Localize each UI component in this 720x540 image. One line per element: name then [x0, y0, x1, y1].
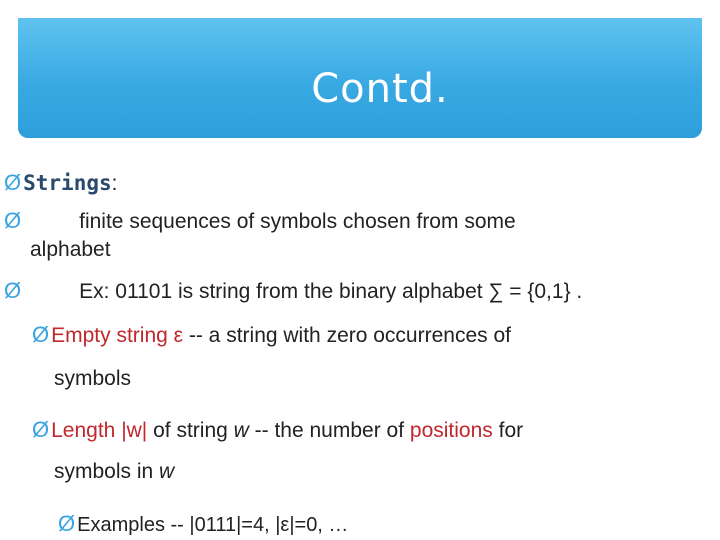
length-mid2: -- the number of: [248, 419, 410, 442]
bullet-empty-string: [32, 322, 511, 348]
arrow-bullet-icon: Ø: [32, 322, 50, 347]
length-w: w: [233, 419, 249, 442]
length-mid: of string: [147, 419, 234, 442]
arrow-bullet-icon: Ø: [4, 170, 22, 195]
examples-text: Examples -- |0111|=4, |ε|=0, …: [77, 514, 349, 536]
empty-string-term: Empty string ε: [51, 324, 184, 347]
empty-string-line2: symbols: [54, 367, 132, 390]
length-line2-text: symbols in: [54, 460, 160, 483]
arrow-bullet-icon: Ø: [32, 417, 50, 442]
length-end: for: [492, 419, 524, 442]
definition-line1: finite sequences of symbols chosen from some: [79, 210, 516, 233]
definition-line2: alphabet: [30, 238, 111, 261]
example-text: Ex: 01101 is string from the binary alphabet ∑ = {0,1} .: [79, 280, 583, 303]
length-line2: [54, 460, 174, 484]
bullet-example: [4, 278, 582, 304]
bullet-examples: [58, 511, 348, 537]
length-term: Length |w|: [51, 419, 148, 442]
bullet-length: [32, 417, 523, 443]
bullet-strings: [4, 170, 117, 196]
slide-title: Contd.: [311, 66, 449, 112]
empty-string-desc: -- a string with zero occurrences of: [183, 324, 511, 347]
arrow-bullet-icon: Ø: [4, 208, 22, 233]
length-positions: positions: [409, 419, 493, 442]
strings-term: Strings: [23, 171, 112, 195]
strings-colon: :: [111, 172, 118, 195]
title-banner: [18, 18, 702, 138]
length-line2-w: w: [159, 460, 175, 483]
arrow-bullet-icon: Ø: [58, 511, 76, 536]
bullet-definition: [4, 208, 516, 234]
arrow-bullet-icon: Ø: [4, 278, 22, 303]
